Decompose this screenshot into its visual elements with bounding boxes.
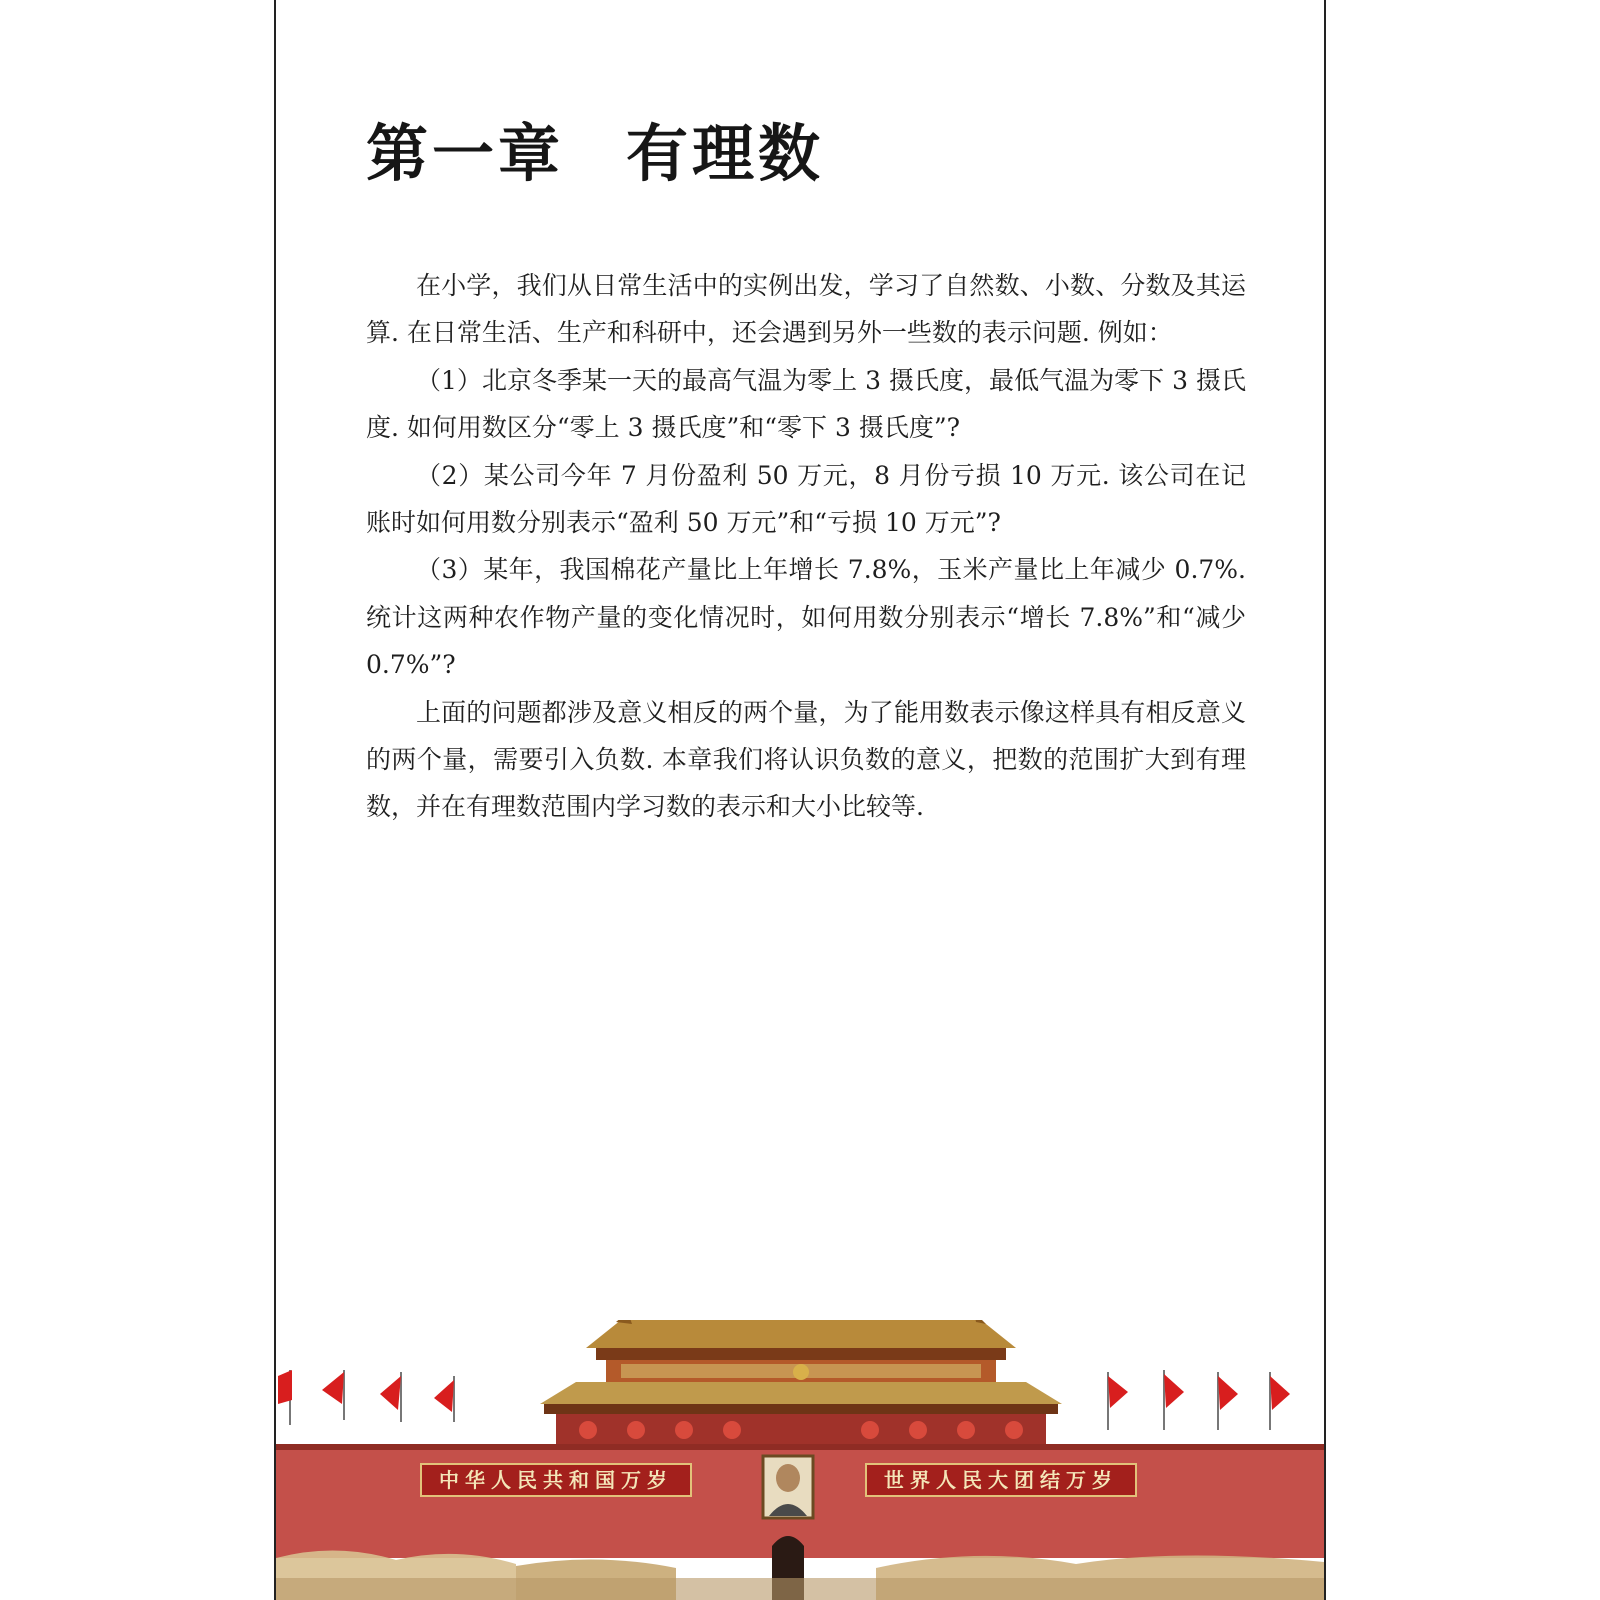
flag-icon bbox=[322, 1370, 344, 1420]
example-2: （2）某公司今年 7 月份盈利 50 万元，8 月份亏损 10 万元. 该公司在记账时如何用数分别表示“盈利 50 万元”和“亏损 10 万元”? bbox=[366, 460, 1246, 538]
flag-icon bbox=[278, 1370, 292, 1425]
portrait bbox=[763, 1456, 813, 1518]
banner-left-text: 中华人民共和国万岁 bbox=[439, 1468, 673, 1492]
flag-icon bbox=[1270, 1372, 1290, 1430]
intro-paragraph: 在小学，我们从日常生活中的实例出发，学习了自然数、小数、分数及其运算. 在日常生活、生产和科研中，还会遇到另外一些数的表示问题. 例如： bbox=[366, 271, 1246, 348]
flag-icon bbox=[434, 1376, 454, 1422]
example-1: （1）北京冬季某一天的最高气温为零上 3 摄氏度，最低气温为零下 3 摄氏度. 如何用数区分“零上 3 摄氏度”和“零下 3 摄氏度”? bbox=[366, 365, 1246, 443]
flag-icon bbox=[1164, 1370, 1184, 1430]
gate-tower bbox=[540, 1320, 1062, 1448]
flag-icon bbox=[380, 1372, 401, 1422]
chapter-number: 第一章 bbox=[366, 117, 565, 190]
banner-left bbox=[421, 1464, 691, 1496]
example-3: （3）某年，我国棉花产量比上年增长 7.8%，玉米产量比上年减少 0.7%. 统计这两种农作物产量的变化情况时，如何用数分别表示“增长 7.8%”和“减少 0.7%”? bbox=[366, 555, 1246, 680]
chapter-intro bbox=[366, 262, 1246, 831]
emblem-icon bbox=[793, 1364, 809, 1380]
chapter-heading bbox=[366, 104, 824, 193]
flags-left bbox=[278, 1370, 454, 1425]
banner-right bbox=[866, 1464, 1136, 1496]
textbook-page bbox=[274, 0, 1326, 1600]
summary-paragraph: 上面的问题都涉及意义相反的两个量，为了能用数表示像这样具有相反意义的两个量，需要引入负数. 本章我们将认识负数的意义，把数的范围扩大到有理数，并在有理数范围内学习数的表示和大小比较等. bbox=[366, 697, 1246, 822]
banner-right-text: 世界人民大团结万岁 bbox=[884, 1468, 1118, 1492]
flag-icon bbox=[1108, 1372, 1128, 1430]
chapter-title: 有理数 bbox=[626, 117, 825, 190]
flag-icon bbox=[1218, 1372, 1238, 1430]
tiananmen-illustration bbox=[276, 1320, 1324, 1600]
flags-right bbox=[1108, 1370, 1290, 1430]
